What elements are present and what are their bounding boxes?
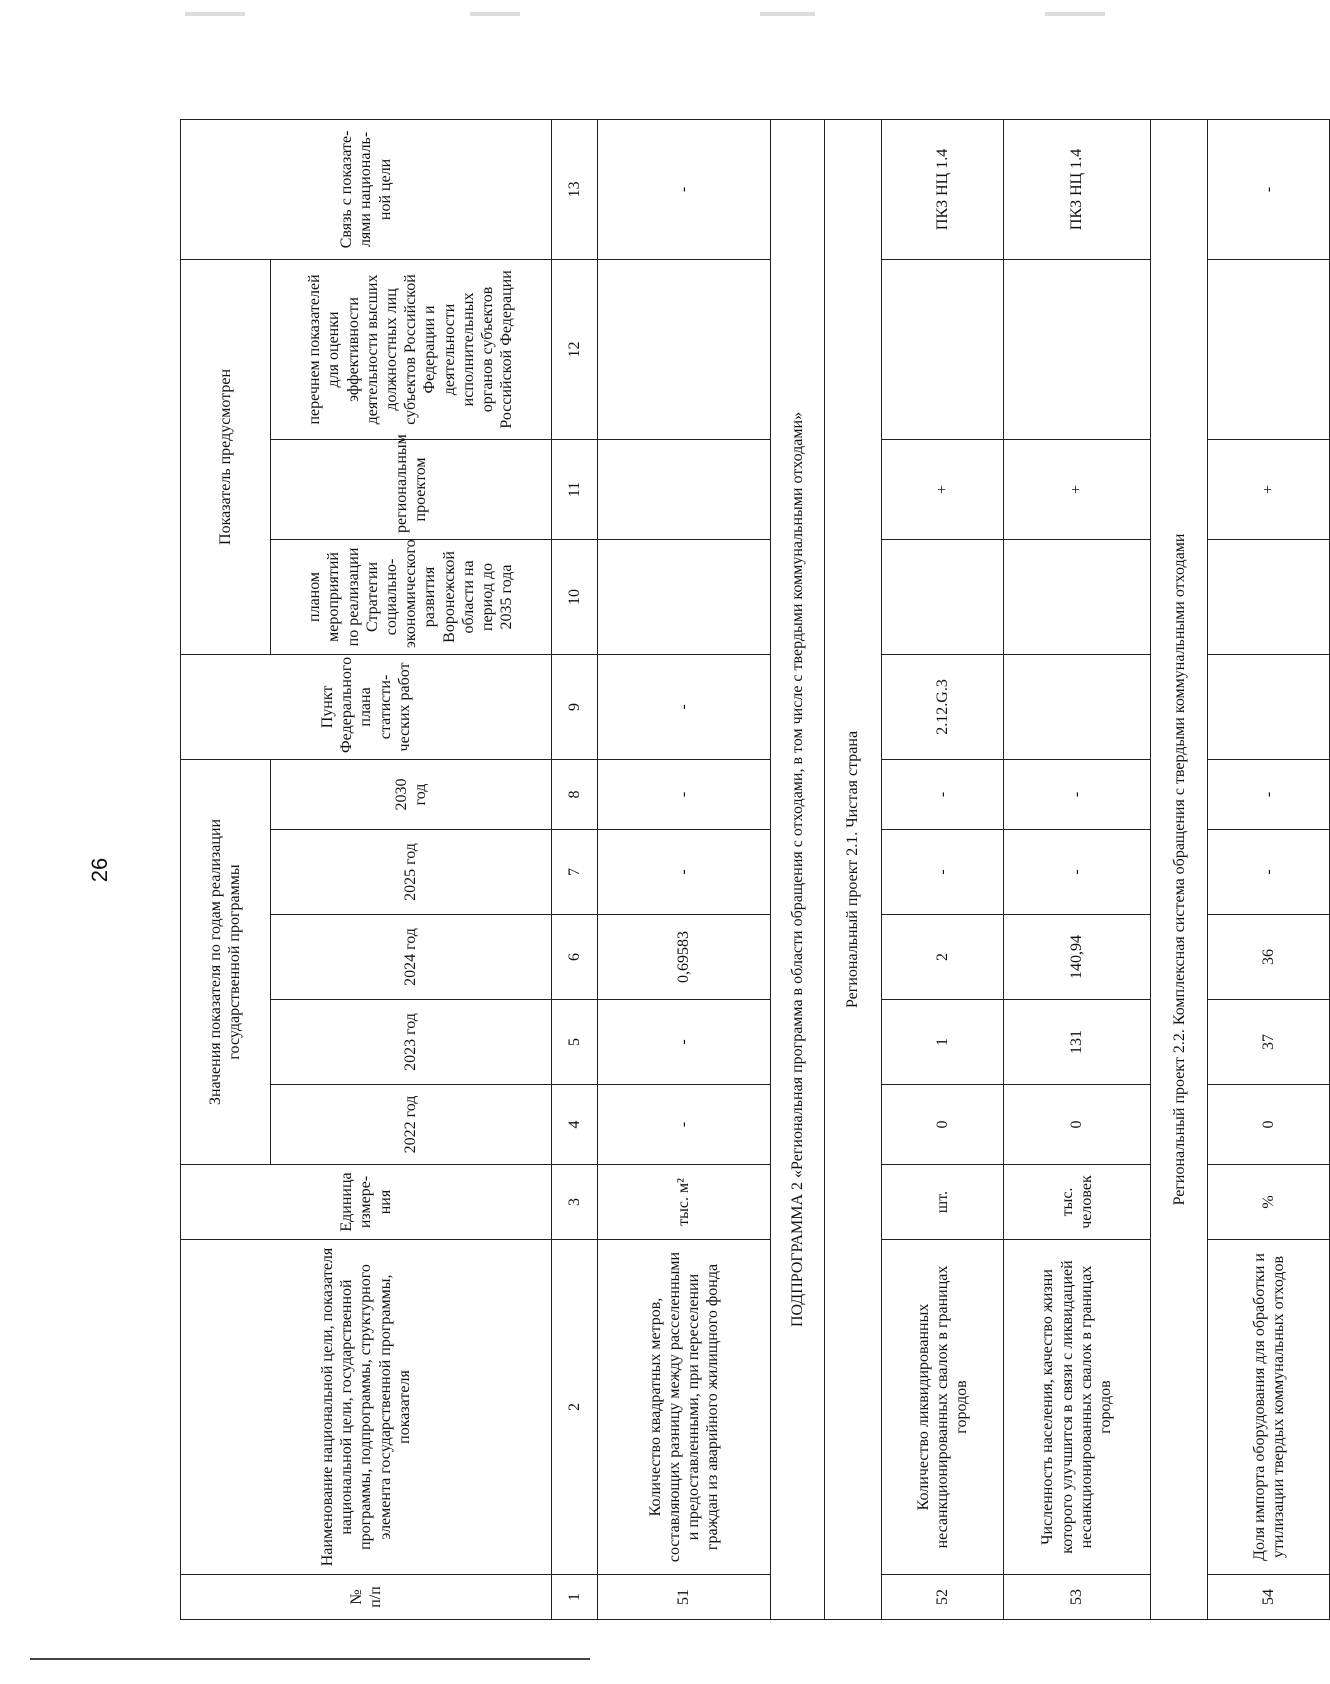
section-row — [824, 119, 882, 1619]
row-unit: шт. — [882, 1165, 1004, 1240]
scan-artifact — [185, 12, 245, 16]
row-list — [1003, 259, 1150, 439]
row-num: 51 — [598, 1575, 771, 1620]
row-name: Численность населения, качество жизни которого улучшится в связи с ликвидацией несанкционированных свалок в границах городов — [1003, 1240, 1150, 1575]
table-row — [1003, 119, 1150, 1619]
section-title: Региональный проект 2.1. Чистая страна — [824, 119, 882, 1619]
header-fed-plan: Пункт Федерального плана статисти-ческих работ — [181, 654, 552, 759]
row-fed-plan: - — [598, 654, 771, 759]
row-link: ПКЗ НЦ 1.4 — [1003, 119, 1150, 259]
table-row — [598, 119, 771, 1619]
row-strategy — [1003, 539, 1150, 654]
header-year-2023: 2023 год — [270, 1000, 552, 1085]
col-num: 8 — [552, 759, 598, 829]
section-title: Региональный проект 2.2. Комплексная система обращения с твердыми коммунальными отходами — [1150, 119, 1208, 1619]
header-year-2030: 2030 год — [270, 759, 552, 829]
row-num: 53 — [1003, 1575, 1150, 1620]
scan-artifact — [760, 12, 815, 16]
row-value-2023: 131 — [1003, 1000, 1150, 1085]
table-row — [882, 119, 1004, 1619]
row-value-2024: 0,69583 — [598, 915, 771, 1000]
row-name: Количество квадратных метров, составляющих разницу между расселенными и предоставленными, при переселении граждан из аварийного жилищного фонда — [598, 1240, 771, 1575]
row-value-2030: - — [1208, 759, 1330, 829]
header-link: Связь с показате-лями националь-ной цели — [181, 119, 552, 259]
row-value-2030: - — [1003, 759, 1150, 829]
row-value-2025: - — [882, 830, 1004, 915]
col-num: 4 — [552, 1085, 598, 1165]
row-unit: % — [1208, 1165, 1330, 1240]
col-num: 9 — [552, 654, 598, 759]
row-value-2024: 2 — [882, 915, 1004, 1000]
header-provided-group: Показатель предусмотрен — [181, 259, 271, 654]
header-regional: региональным проектом — [270, 439, 552, 539]
row-link: - — [598, 119, 771, 259]
scan-artifact — [1045, 12, 1105, 16]
header-year-2025: 2025 год — [270, 830, 552, 915]
rotated-table-container — [180, 120, 1330, 1620]
section-row — [1150, 119, 1208, 1619]
header-name: Наименование национальной цели, показателя национальной цели, государственной программы, подпрограммы, структурного элемента государственной программы, показателя — [181, 1240, 552, 1575]
row-name: Количество ликвидированных несанкционированных свалок в границах городов — [882, 1240, 1004, 1575]
row-list — [882, 259, 1004, 439]
scan-edge-line — [30, 1658, 590, 1660]
col-num: 1 — [552, 1575, 598, 1620]
row-regional: + — [882, 439, 1004, 539]
col-num: 7 — [552, 830, 598, 915]
row-link: ПКЗ НЦ 1.4 — [882, 119, 1004, 259]
row-value-2022: - — [598, 1085, 771, 1165]
row-num: 54 — [1208, 1575, 1330, 1620]
column-number-row — [552, 119, 598, 1619]
col-num: 6 — [552, 915, 598, 1000]
row-link: - — [1208, 119, 1330, 259]
row-list — [598, 259, 771, 439]
col-num: 3 — [552, 1165, 598, 1240]
table-row — [1208, 119, 1330, 1619]
indicator-table — [180, 119, 1330, 1620]
row-value-2023: 37 — [1208, 1000, 1330, 1085]
row-value-2022: 0 — [1208, 1085, 1330, 1165]
row-value-2024: 140,94 — [1003, 915, 1150, 1000]
page-number: 26 — [87, 857, 112, 883]
row-value-2023: - — [598, 1000, 771, 1085]
row-value-2030: - — [882, 759, 1004, 829]
col-num: 5 — [552, 1000, 598, 1085]
row-strategy — [598, 539, 771, 654]
row-name: Доля импорта оборудования для обработки и утилизации твердых коммунальных отходов — [1208, 1240, 1330, 1575]
row-fed-plan — [1003, 654, 1150, 759]
row-unit: тыс. человек — [1003, 1165, 1150, 1240]
header-values-group: Значения показателя по годам реализации государственной программы — [181, 759, 271, 1164]
row-strategy — [1208, 539, 1330, 654]
row-fed-plan: 2.12.G.3 — [882, 654, 1004, 759]
scan-artifact — [470, 12, 520, 16]
col-num: 11 — [552, 439, 598, 539]
row-value-2025: - — [1003, 830, 1150, 915]
row-regional: + — [1003, 439, 1150, 539]
section-row — [770, 119, 824, 1619]
header-year-2022: 2022 год — [270, 1085, 552, 1165]
row-fed-plan — [1208, 654, 1330, 759]
header-strategy: планом мероприятий по реализации Стратегии социально-экономического развития Воронежской области на период до 2035 года — [270, 539, 552, 654]
row-strategy — [882, 539, 1004, 654]
col-num: 13 — [552, 119, 598, 259]
row-value-2024: 36 — [1208, 915, 1330, 1000]
row-regional: + — [1208, 439, 1330, 539]
col-num: 12 — [552, 259, 598, 439]
row-value-2025: - — [1208, 830, 1330, 915]
header-unit: Единица измере-ния — [181, 1165, 552, 1240]
row-value-2022: 0 — [882, 1085, 1004, 1165]
row-regional — [598, 439, 771, 539]
col-num: 2 — [552, 1240, 598, 1575]
row-num: 52 — [882, 1575, 1004, 1620]
row-unit: тыс. м² — [598, 1165, 771, 1240]
header-year-2024: 2024 год — [270, 915, 552, 1000]
col-num: 10 — [552, 539, 598, 654]
header-list: перечнем показателей для оценки эффективности деятельности высших должностных лиц субъектов Российской Федерации и деятельности исполнительных органов субъектов Российской Федерации — [270, 259, 552, 439]
row-value-2023: 1 — [882, 1000, 1004, 1085]
row-list — [1208, 259, 1330, 439]
row-value-2025: - — [598, 830, 771, 915]
header-num: № п/п — [181, 1575, 552, 1620]
row-value-2022: 0 — [1003, 1085, 1150, 1165]
row-value-2030: - — [598, 759, 771, 829]
section-title: ПОДПРОГРАММА 2 «Региональная программа в области обращения с отходами, в том числе с твердыми коммунальными отходами» — [770, 119, 824, 1619]
